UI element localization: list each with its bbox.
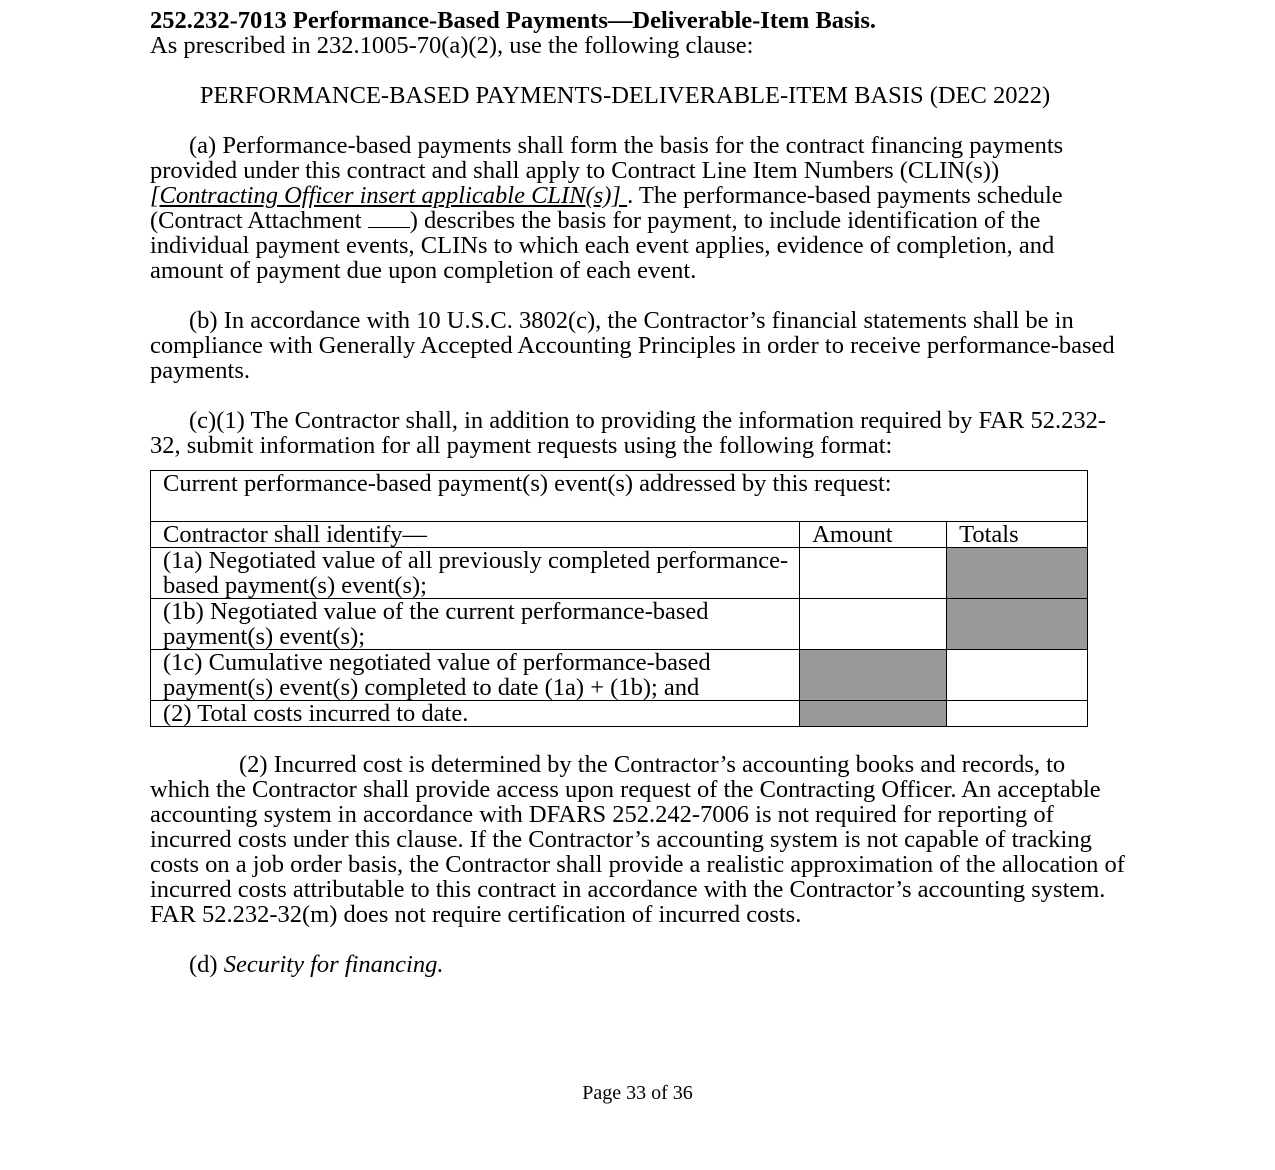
row-1a-label: (1a) Negotiated value of all previously completed performance-based payment(s) event(s); xyxy=(151,548,800,599)
header-totals: Totals xyxy=(947,522,1088,548)
header-amount: Amount xyxy=(800,522,947,548)
paragraph-c1: (c)(1) The Contractor shall, in addition to providing the information required by FAR 52.232-32, submit information for all payment requests using the following format: xyxy=(150,407,1106,459)
paragraph-d xyxy=(150,952,1130,977)
paragraph-b: (b) In accordance with 10 U.S.C. 3802(c), the Contractor’s financial statements shall be in compliance with Generally Accepted Accounting Principles in order to receive performance-based payments. xyxy=(150,307,1115,384)
clause-title: PERFORMANCE-BASED PAYMENTS-DELIVERABLE-ITEM BASIS (DEC 2022) xyxy=(199,82,1051,109)
row-2-totals-cell xyxy=(947,701,1088,727)
prescription-text: As prescribed in 232.1005-70(a)(2), use the following clause: xyxy=(150,32,754,59)
header-contractor-identify: Contractor shall identify— xyxy=(151,522,800,548)
row-2-label: (2) Total costs incurred to date. xyxy=(151,701,800,727)
paragraph-a-lead: (a) Performance-based payments shall form the basis for the contract financing payments provided under this contract and shall apply to Contract Line Item Numbers (CLIN(s)) xyxy=(150,132,1064,184)
row-1b-amount-cell xyxy=(800,599,947,650)
row-1b-totals-shaded xyxy=(947,599,1088,650)
payment-request-format-table xyxy=(150,470,1088,727)
paragraph-a-tail: ) describes the basis for payment, to include identification of the individual payment events, CLINs to which each event applies, evidence of completion, and amount of payment due upon completion of each event. xyxy=(150,207,1055,284)
table-header-row xyxy=(151,522,1088,548)
table-top-row: Current performance-based payment(s) event(s) addressed by this request: xyxy=(151,471,1088,522)
attachment-blank xyxy=(368,209,410,228)
paragraph-a-mid: . The performance-based payments schedule (Contract Attachment xyxy=(150,182,1063,234)
section-heading: 252.232-7013 Performance-Based Payments—Deliverable-Item Basis. xyxy=(150,7,877,34)
document-page xyxy=(150,8,1130,1002)
paragraph-d-title: Security for financing. xyxy=(223,951,444,978)
row-1c-label: (1c) Cumulative negotiated value of performance-based payment(s) event(s) completed to date (1a) + (1b); and xyxy=(151,650,800,701)
row-1a-totals-shaded xyxy=(947,548,1088,599)
page-number: Page 33 of 36 xyxy=(582,1082,693,1104)
row-1b-label: (1b) Negotiated value of the current performance-based payment(s) event(s); xyxy=(151,599,800,650)
table-row xyxy=(151,701,1088,727)
row-1a-amount-cell xyxy=(800,548,947,599)
paragraph-a xyxy=(150,133,1130,283)
table-row xyxy=(151,548,1088,599)
clin-insert-placeholder: [Contracting Officer insert applicable CLIN(s)] xyxy=(150,182,628,209)
table-row xyxy=(151,650,1088,701)
row-1c-amount-shaded xyxy=(800,650,947,701)
row-2-amount-shaded xyxy=(800,701,947,727)
table-row xyxy=(151,599,1088,650)
row-1c-totals-cell xyxy=(947,650,1088,701)
paragraph-c2: (2) Incurred cost is determined by the Contractor’s accounting books and records, to which the Contractor shall provide access upon request of the Contracting Officer. An acceptable accounting system in accordance with DFARS 252.242-7006 is not required for reporting of incurred costs under this clause. If the Contractor’s accounting system is not capable of tracking costs on a job order basis, the Contractor shall provide a realistic approximation of the allocation of incurred costs attributable to this contract in accordance with the Contractor’s accounting system. FAR 52.232-32(m) does not require certification of incurred costs. xyxy=(150,751,1125,928)
paragraph-d-lead: (d) xyxy=(189,951,224,978)
